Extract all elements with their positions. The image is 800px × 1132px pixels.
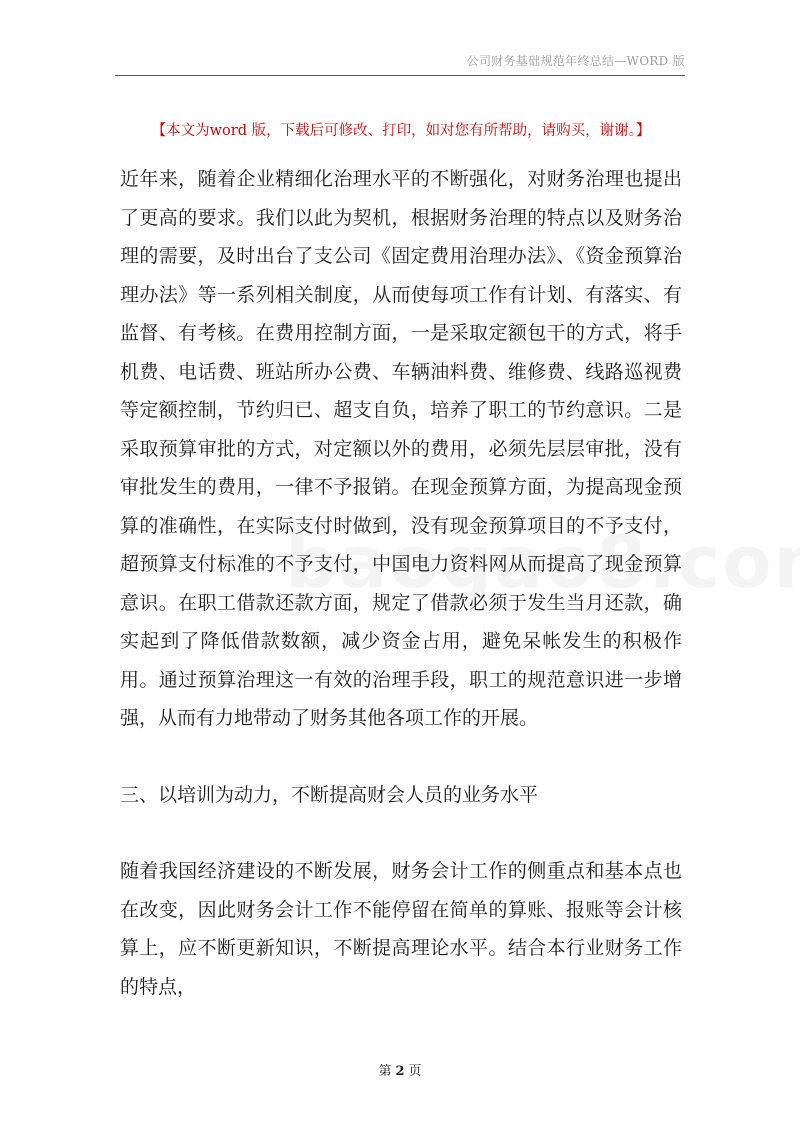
- footer-suffix: 页: [408, 1064, 422, 1079]
- body-paragraph-1: 近年来，随着企业精细化治理水平的不断强化，对财务治理也提出了更高的要求。我们以此为契机，根据财务治理的特点以及财务治理的需要，及时出台了支公司《固定费用治理办法》、《资金预算治理办法》等一系列相关制度，从而使每项工作有计划、有落实、有监督、有考核。在费用控制方面，一是采取定额包干的方式，将手机费、电话费、班站所办公费、车辆油料费、维修费、线路巡视费等定额控制，节约归已、超支自负，培养了职工的节约意识。二是采取预算审批的方式，对定额以外的费用，必须先层层审批，没有审批发生的费用，一律不予报销。在现金预算方面，为提高现金预算的准确性，在实际支付时做到，没有现金预算项目的不予支付，超预算支付标准的不予支付，中国电力资料网从而提高了现金预算意识。在职工借款还款方面，规定了借款必须于发生当月还款，确实起到了降低借款数额，减少资金占用，避免呆帐发生的积极作用。通过预算治理这一有效的治理手段，职工的规范意识进一步增强，从而有力地带动了财务其他各项工作的开展。: [120, 168, 682, 729]
- header-divider: [115, 75, 685, 76]
- page-footer: [0, 1060, 800, 1079]
- document-body: [120, 160, 682, 1006]
- footer-prefix: 第: [378, 1064, 392, 1079]
- body-paragraph-2: 随着我国经济建设的不断发展，财务会计工作的侧重点和基本点也在改变，因此财务会计工作不能停留在简单的算账、报账等会计核算上，应不断更新知识，不断提高理论水平。结合本行业财务工作的特点，: [120, 860, 682, 998]
- page-header-title: 公司财务基础规范年终总结—WORD 版: [466, 54, 685, 68]
- section-heading: 三、以培训为动力，不断提高财会人员的业务水平: [120, 783, 539, 806]
- page-number: 2: [395, 1064, 405, 1079]
- download-notice: 【本文为word 版，下载后可修改、打印，如对您有所帮助，请购买，谢谢。】: [151, 123, 651, 139]
